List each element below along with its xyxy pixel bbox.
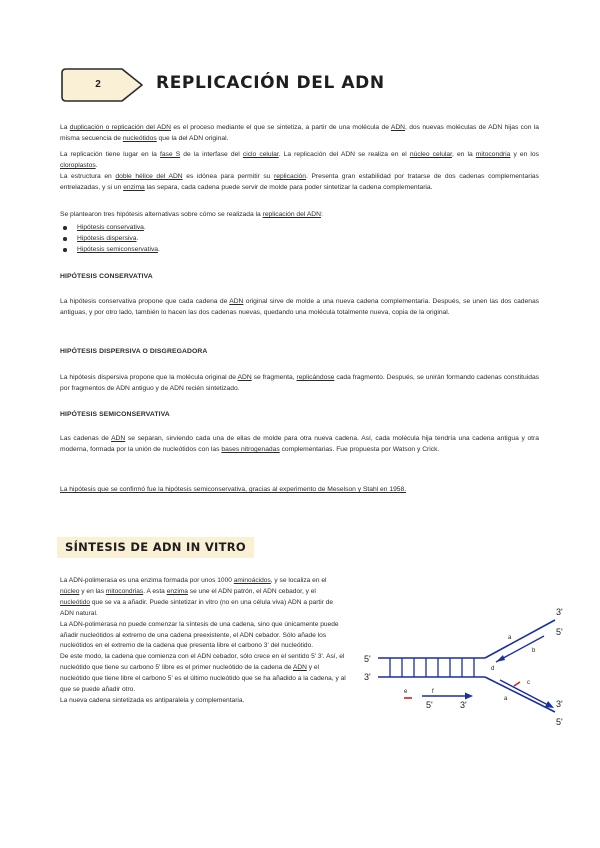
in-vitro-paragraph-2: La ADN-polimerasa no puede comenzar la síntesis de una cadena, sino que únicamente puede añadir nucleótidos al extremo de una cadena preexistente, el ADN cebador. Sólo añade los nucleótidos en el extremo de la cadena que presenta libre el carbono 3' del nucleótido.: [60, 620, 339, 650]
section-number: 2: [95, 79, 101, 90]
dispersiva-body: La hipótesis dispersiva propone que la molécula original de ADN se fragmenta, replicándose cada fragmento. Después, se unirán formando cadenas constituidas por fragmentos de ADN antiguo y de ADN recién sintetizado.: [60, 374, 540, 392]
label-left-5prime: 5': [364, 654, 371, 664]
section-title: REPLICACIÓN DEL ADN: [156, 73, 385, 93]
replication-fork-diagram: [360, 600, 580, 730]
label-top-3prime: 3': [556, 607, 563, 617]
list-item: Hipótesis dispersiva.: [60, 233, 160, 244]
in-vitro-paragraph-4: La nueva cadena sintetizada es antiparalela y complementaria.: [60, 696, 245, 704]
label-d: d: [491, 666, 495, 672]
label-e: e: [404, 689, 408, 695]
hypothesis-list: [60, 222, 160, 255]
semiconservativa-body: Las cadenas de ADN se separan, sirviendo cada una de ellas de molde para otra nueva cadena. Así, cada molécula hija tendría una cadena antigua y otra moderna, formada por la unión de nucleótidos con las bases nitrogenadas complementarias. Fue propuesta por Watson y Crick.: [60, 435, 539, 453]
nucleotide-mark-red: [514, 682, 520, 686]
label-a-top: a: [508, 635, 512, 641]
heading-conservativa: HIPÓTESIS CONSERVATIVA: [60, 273, 153, 280]
label-arrow-5prime: 5': [426, 700, 433, 710]
list-item: Hipótesis conservativa.: [60, 222, 160, 233]
label-b: b: [532, 648, 536, 654]
in-vitro-paragraph-1: La ADN-polimerasa es una enzima formada por unos 1000 aminoácidos, y se localiza en el núcleo y en las mitocondrias. A esta enzima se une el ADN patrón, el ADN cebador, y el nucleótido que se va a añadir. Puede sintetizar in vitro (no en una célula viva) ADN a partir de ADN natural.: [60, 577, 334, 617]
intro-paragraph-3: La estructura en doble hélice del ADN es idónea para permitir su replicación. Presenta gran estabilidad por tratarse de dos cadenas complementarias entrelazadas, y si un enzima las separa, cada cadena puede servir de molde para poder sintetizar la cadena complementaria.: [60, 173, 539, 191]
conservativa-body: La hipótesis conservativa propone que cada cadena de ADN original sirve de molde a una nueva cadena complementaria. Después, se unen las dos cadenas antiguas, y por otro lado, también lo hacen las dos cadenas nuevas, quedando una molécula totalmente nueva, copia de la original.: [60, 298, 540, 316]
heading-dispersiva: HIPÓTESIS DISPERSIVA O DISGREGADORA: [60, 348, 208, 355]
section-2-title: SÍNTESIS DE ADN IN VITRO: [57, 537, 254, 558]
label-left-3prime: 3': [364, 672, 371, 682]
intro-paragraph-1: La duplicación o replicación del ADN es el proceso mediante el que se sintetiza, a partir de una molécula de ADN, dos nuevas moléculas de ADN hijas con la misma secuencia de nucleótidos que la del ADN original.: [60, 124, 539, 142]
parental-strand-top: [378, 620, 555, 658]
intro-paragraph-4: Se plantearon tres hipótesis alternativas sobre cómo se realizada la replicación del ADN:: [60, 211, 323, 218]
label-arrow-3prime: 3': [460, 700, 467, 710]
label-f: f: [432, 689, 434, 695]
label-top-5prime: 5': [556, 627, 563, 637]
label-c: c: [527, 680, 530, 686]
label-bottom-5prime: 5': [556, 717, 563, 727]
heading-semiconservativa: HIPÓTESIS SEMICONSERVATIVA: [60, 411, 170, 418]
in-vitro-paragraph-3: De este modo, la cadena que comienza con el ADN cebador, sólo crece en el sentido 5' 3'. Así, el nucleótido que tiene su carbono 5' libre es el primer nucleótido de la cadena de ADN y el nucleótido que tiene libre el carbono 5' es el último nucleótido que se ha añadido a la cadena, y al que se puede añadir otro.: [60, 653, 346, 694]
list-item: Hipótesis semiconservativa.: [60, 244, 160, 255]
label-a-bottom: a: [504, 696, 508, 702]
intro-paragraph-2: La replicación tiene lugar en la fase S de la interfase del ciclo celular. La replicación del ADN se realiza en el núcleo celular, en la mitocondria y en los cloroplastos.: [60, 151, 539, 169]
direction-arrow: [422, 693, 473, 700]
semiconservativa-conclusion: La hipótesis que se confirmó fue la hipótesis semiconservativa, gracias al experimento de Meselson y Stahl en 1958.: [60, 486, 407, 493]
label-bottom-3prime: 3': [556, 699, 563, 709]
base-pair-rungs: [390, 658, 474, 677]
in-vitro-text: [60, 576, 347, 707]
